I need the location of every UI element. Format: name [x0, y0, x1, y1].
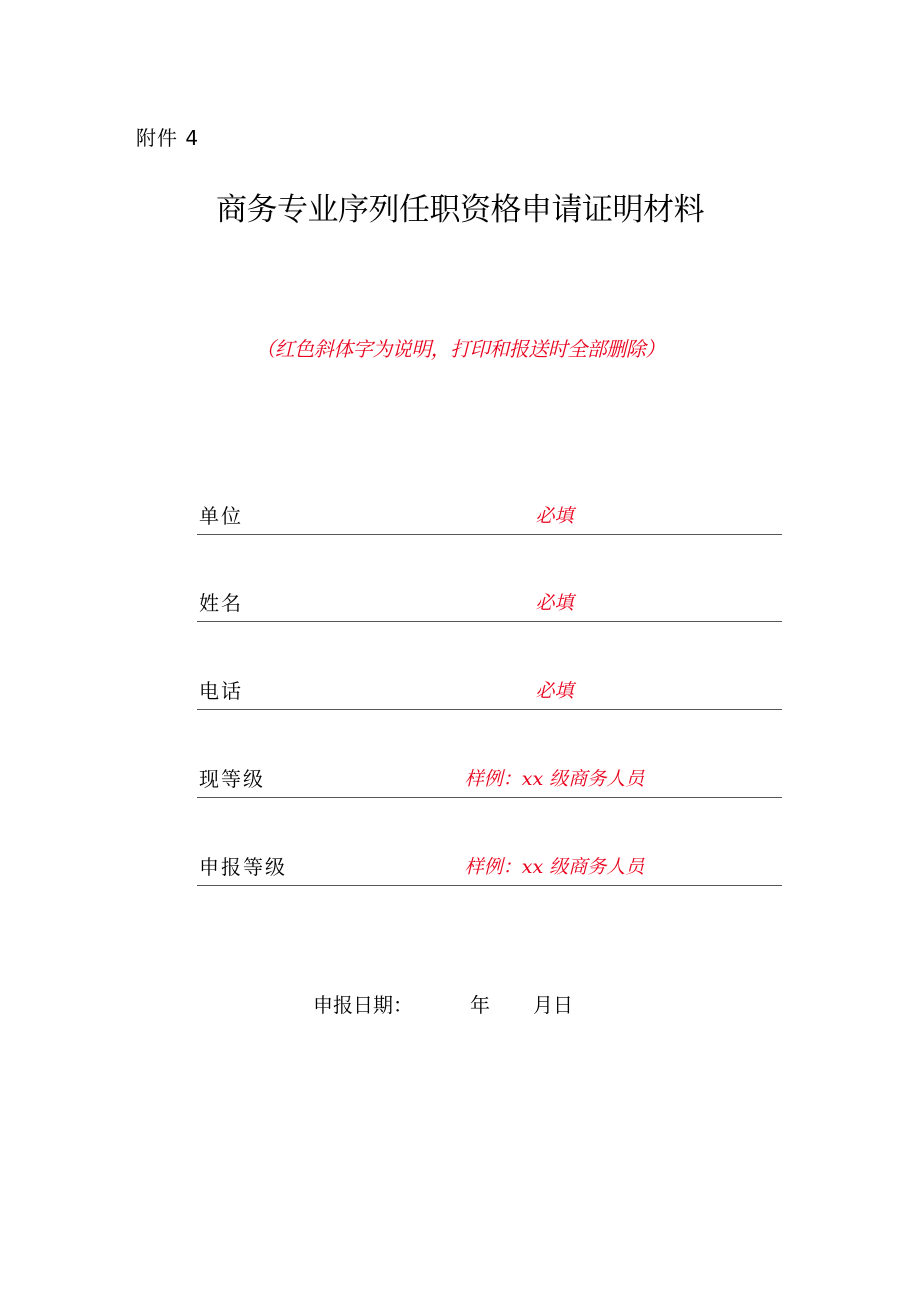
- form-field-current-level[interactable]: [197, 763, 782, 798]
- document-title: 商务专业序列任职资格申请证明材料: [216, 192, 704, 228]
- field-label: 申报等级: [199, 855, 287, 879]
- date-label: 申报日期：: [313, 993, 413, 1017]
- form-field-phone[interactable]: [197, 675, 782, 710]
- date-year[interactable]: 年: [470, 993, 490, 1017]
- field-label: 姓名: [199, 591, 243, 615]
- field-value: 必填: [535, 505, 574, 527]
- form-field-name[interactable]: [197, 587, 782, 622]
- field-value: 样例：xx 级商务人员: [464, 768, 645, 790]
- field-value: 必填: [535, 592, 574, 614]
- field-label: 电话: [199, 679, 243, 703]
- instruction-note: （红色斜体字为说明，打印和报送时全部删除）: [255, 337, 665, 361]
- field-label: 单位: [199, 504, 243, 528]
- field-label: 现等级: [199, 767, 265, 791]
- field-value: 必填: [535, 680, 574, 702]
- field-value: 样例：xx 级商务人员: [464, 856, 645, 878]
- attachment-label: 附件 4: [136, 126, 200, 150]
- form-field-unit[interactable]: [197, 500, 782, 535]
- date-month-day[interactable]: 月日: [533, 993, 573, 1017]
- form-field-applied-level[interactable]: [197, 851, 782, 886]
